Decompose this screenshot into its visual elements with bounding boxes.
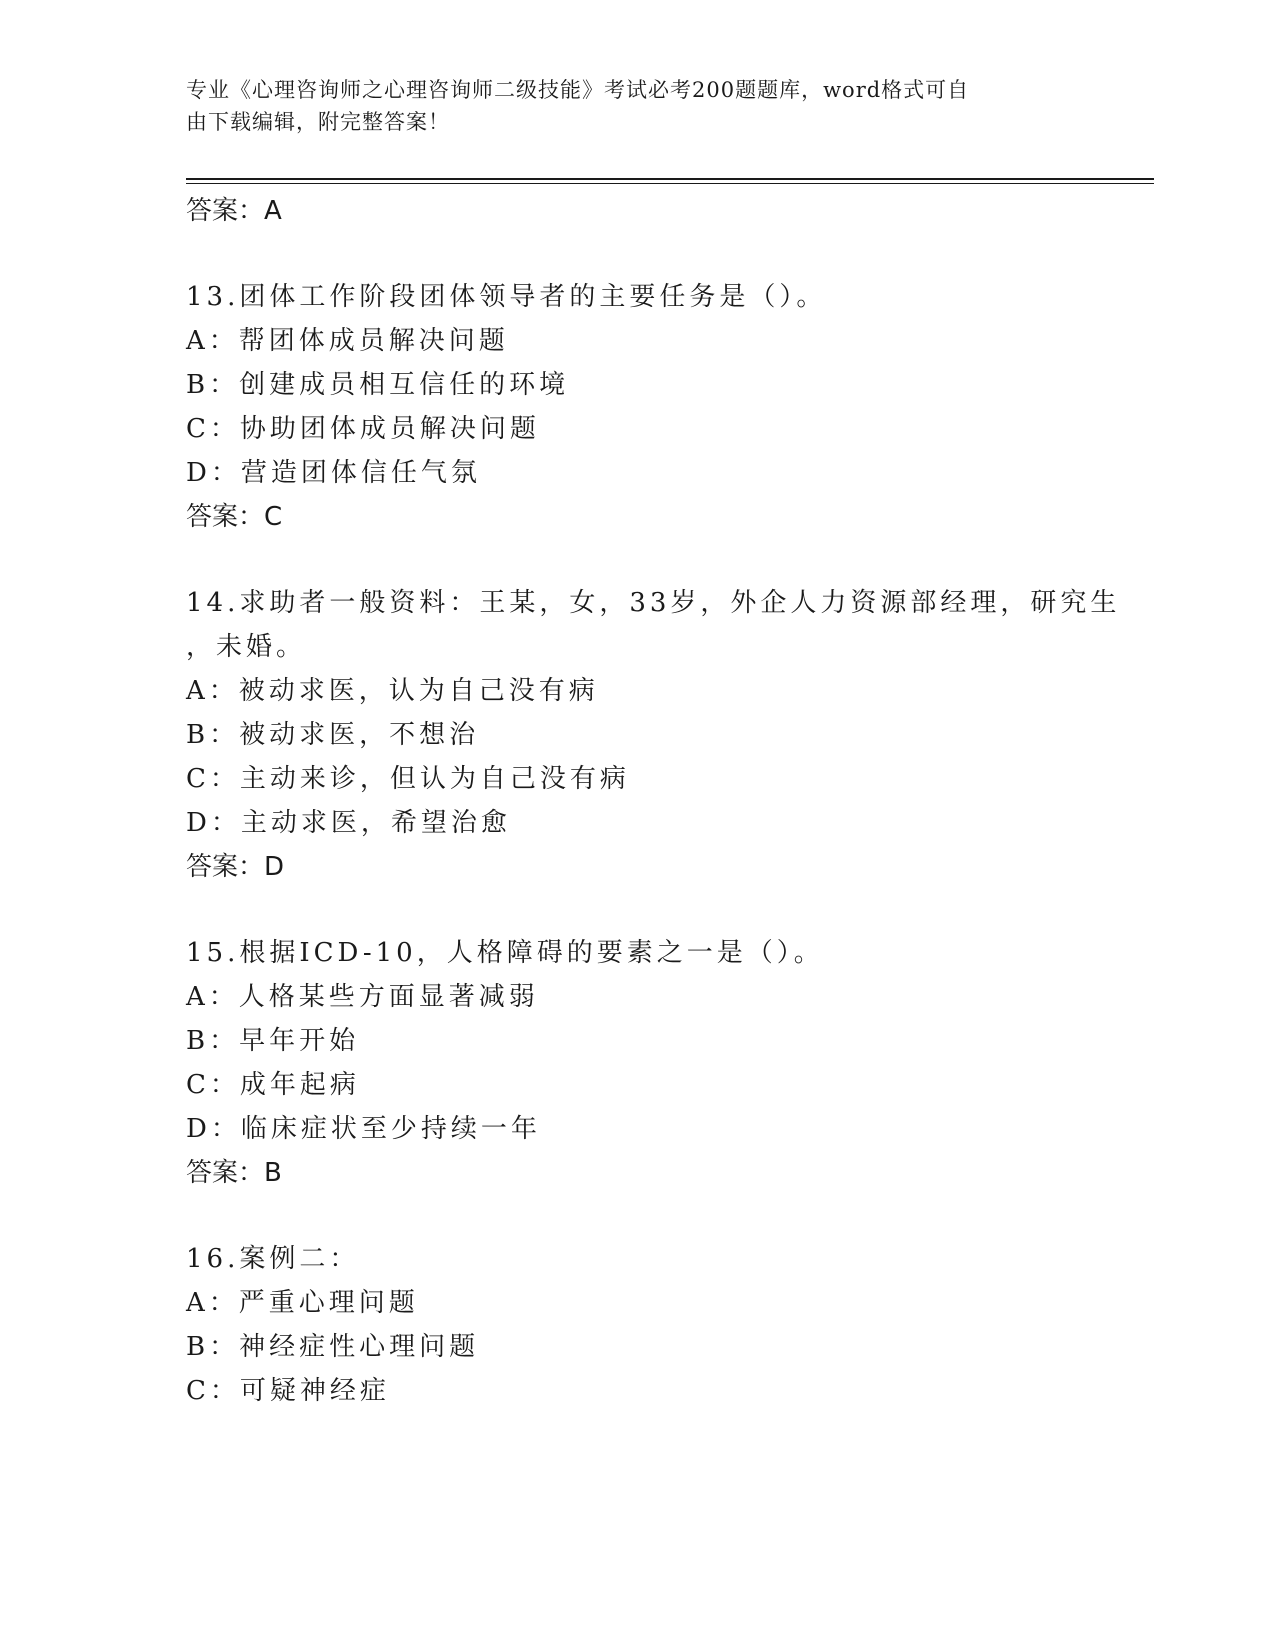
document-header [186, 74, 1066, 138]
question-14-option-d: D：主动求医，希望治愈 [186, 808, 511, 838]
header-divider [186, 178, 1154, 180]
question-16-option-a: A：严重心理问题 [186, 1288, 419, 1318]
question-13-option-a: A：帮团体成员解决问题 [186, 326, 509, 356]
question-15-option-c: C：成年起病 [186, 1070, 360, 1100]
question-14-stem-line1: 14.求助者一般资料：王某，女，33岁，外企人力资源部经理，研究生 [186, 588, 1121, 618]
question-15-option-d: D：临床症状至少持续一年 [186, 1114, 541, 1144]
question-15-answer: 答案：B [186, 1158, 282, 1188]
question-14-option-a: A：被动求医，认为自己没有病 [186, 676, 599, 706]
question-15-option-b: B：早年开始 [186, 1026, 360, 1056]
question-13-stem: 13.团体工作阶段团体领导者的主要任务是（）。 [186, 282, 827, 312]
question-15-option-a: A：人格某些方面显著减弱 [186, 982, 539, 1012]
question-13-answer: 答案：C [186, 502, 283, 532]
header-text-line1: 专业《心理咨询师之心理咨询师二级技能》考试必考200题题库，word格式可自 [186, 78, 970, 102]
question-14-answer: 答案：D [186, 852, 285, 882]
question-13-option-c: C：协助团体成员解决问题 [186, 414, 540, 444]
header-divider-thin [186, 183, 1154, 184]
header-text-line2: 由下载编辑，附完整答案！ [186, 110, 450, 134]
question-16-option-c: C：可疑神经症 [186, 1376, 390, 1406]
question-13-option-d: D：营造团体信任气氛 [186, 458, 481, 488]
question-14-stem-line2: ，未婚。 [186, 632, 307, 662]
question-16-stem: 16.案例二： [186, 1244, 360, 1274]
question-15-stem: 15.根据ICD-10，人格障碍的要素之一是（）。 [186, 938, 824, 968]
question-14-option-c: C：主动来诊，但认为自己没有病 [186, 764, 630, 794]
question-13-option-b: B：创建成员相互信任的环境 [186, 370, 570, 400]
answer-prev: 答案：A [186, 196, 282, 226]
question-16-option-b: B：神经症性心理问题 [186, 1332, 480, 1362]
question-14-option-b: B：被动求医，不想治 [186, 720, 480, 750]
